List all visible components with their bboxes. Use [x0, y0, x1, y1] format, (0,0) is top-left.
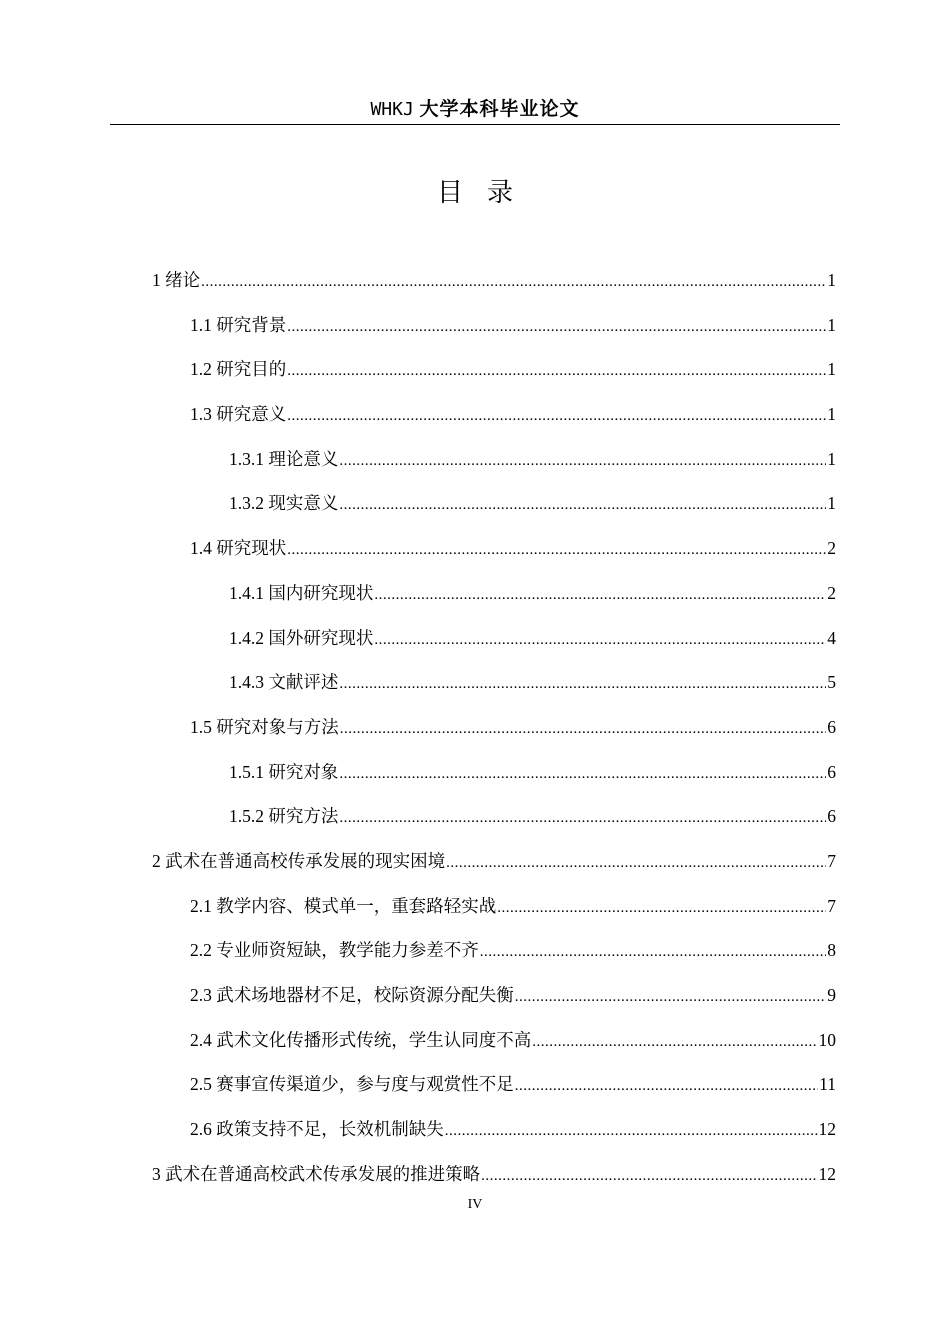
toc-entry-label: 1 绪论: [152, 270, 201, 290]
toc-entry[interactable]: [152, 755, 836, 800]
toc-entry-page: 1: [827, 270, 836, 290]
toc-entry-page: 7: [827, 895, 836, 916]
toc-dot-leader: [497, 891, 826, 925]
toc-entry-page: 6: [827, 716, 836, 737]
toc-entry[interactable]: [152, 710, 836, 755]
toc-entry[interactable]: [152, 576, 836, 621]
toc-entry-page: 9: [827, 985, 836, 1005]
toc-dot-leader: [515, 1069, 818, 1103]
toc-dot-leader: [340, 712, 827, 746]
toc-entry-label: 2.1 教学内容、模式单一，重套路轻实战: [190, 895, 497, 916]
toc-entry[interactable]: [152, 1067, 836, 1112]
toc-entry[interactable]: [152, 1112, 836, 1157]
toc-dot-leader: [201, 265, 826, 299]
toc-dot-leader: [339, 667, 826, 701]
toc-dot-leader: [287, 354, 826, 388]
toc-entry-page: 1: [827, 404, 836, 425]
toc-dot-leader: [287, 310, 826, 344]
toc-dot-leader: [515, 980, 827, 1014]
toc-entry[interactable]: [152, 486, 836, 531]
toc-entry[interactable]: [152, 442, 836, 487]
toc-entry[interactable]: [152, 352, 836, 397]
toc-entry-label: 1.5.1 研究对象: [229, 761, 339, 782]
toc-entry-label: 2.2 专业师资短缺，教学能力参差不齐: [190, 940, 479, 961]
toc-entry-label: 1.1 研究背景: [190, 314, 287, 335]
header-title-cjk: 大学本科毕业论文: [419, 98, 580, 120]
toc-entry-label: 2 武术在普通高校传承发展的现实困境: [152, 850, 446, 871]
toc-dot-leader: [374, 623, 826, 657]
header-title-latin: WHKJ: [370, 99, 414, 120]
toc-entry-label: 1.3 研究意义: [190, 404, 287, 425]
toc-entry-label: 2.6 政策支持不足，长效机制缺失: [190, 1119, 444, 1140]
toc-entry-page: 2: [827, 538, 836, 559]
toc-entry-label: 1.2 研究目的: [190, 359, 287, 380]
toc-entry[interactable]: [152, 397, 836, 442]
toc-entry-label: 1.4 研究现状: [190, 538, 287, 559]
toc-dot-leader: [446, 846, 826, 880]
toc-entry-page: 12: [818, 1119, 836, 1140]
toc-entry-label: 1.4.3 文献评述: [229, 672, 339, 693]
toc-dot-leader: [339, 444, 826, 478]
toc-entry[interactable]: [152, 621, 836, 666]
toc-dot-leader: [445, 1114, 818, 1148]
toc-entry-label: 1.3.2 现实意义: [229, 493, 339, 514]
toc-entry[interactable]: [152, 531, 836, 576]
toc-entry[interactable]: [152, 1157, 836, 1202]
toc-entry-page: 10: [818, 1029, 836, 1050]
toc-entry-label: 1.5.2 研究方法: [229, 806, 339, 827]
toc-entry-page: 8: [827, 940, 836, 961]
toc-entry[interactable]: [152, 799, 836, 844]
toc-entry[interactable]: [152, 933, 836, 978]
table-of-contents: [152, 263, 836, 1201]
page-number: IV: [467, 1197, 483, 1212]
toc-entry-page: 6: [827, 761, 836, 782]
toc-entry-page: 1: [827, 448, 836, 469]
toc-entry-label: 1.5 研究对象与方法: [190, 716, 339, 737]
toc-dot-leader: [339, 801, 826, 835]
toc-entry[interactable]: [152, 978, 836, 1023]
toc-entry-page: 2: [827, 582, 836, 603]
toc-entry-label: 1.3.1 理论意义: [229, 448, 339, 469]
toc-entry-page: 4: [827, 627, 836, 648]
toc-dot-leader: [339, 488, 826, 522]
toc-entry[interactable]: [152, 665, 836, 710]
toc-entry-label: 2.3 武术场地器材不足，校际资源分配失衡: [190, 985, 514, 1005]
toc-entry-label: 2.5 赛事宣传渠道少，参与度与观赏性不足: [190, 1074, 514, 1095]
toc-entry[interactable]: [152, 263, 836, 308]
toc-entry-page: 11: [819, 1074, 836, 1095]
running-header: [0, 94, 950, 121]
toc-dot-leader: [481, 1159, 817, 1193]
toc-title: 目录: [436, 178, 537, 208]
toc-entry-page: 7: [827, 850, 836, 871]
toc-dot-leader: [287, 399, 826, 433]
toc-entry-page: 1: [827, 314, 836, 335]
toc-entry-page: 12: [818, 1163, 836, 1184]
toc-entry[interactable]: [152, 308, 836, 353]
toc-entry-label: 2.4 武术文化传播形式传统，学生认同度不高: [190, 1029, 532, 1050]
toc-dot-leader: [532, 1025, 817, 1059]
toc-entry[interactable]: [152, 844, 836, 889]
toc-entry[interactable]: [152, 889, 836, 934]
toc-entry-page: 1: [827, 359, 836, 380]
header-rule: [110, 124, 840, 125]
toc-entry-label: 1.4.2 国外研究现状: [229, 627, 374, 648]
toc-dot-leader: [480, 935, 827, 969]
toc-dot-leader: [287, 533, 826, 567]
toc-entry-label: 1.4.1 国内研究现状: [229, 582, 374, 603]
toc-entry-page: 1: [827, 493, 836, 514]
toc-entry-page: 6: [827, 806, 836, 827]
toc-dot-leader: [339, 757, 826, 791]
toc-entry[interactable]: [152, 1023, 836, 1068]
toc-entry-label: 3 武术在普通高校武术传承发展的推进策略: [152, 1163, 481, 1184]
toc-dot-leader: [374, 578, 826, 612]
toc-entry-page: 5: [827, 672, 836, 693]
